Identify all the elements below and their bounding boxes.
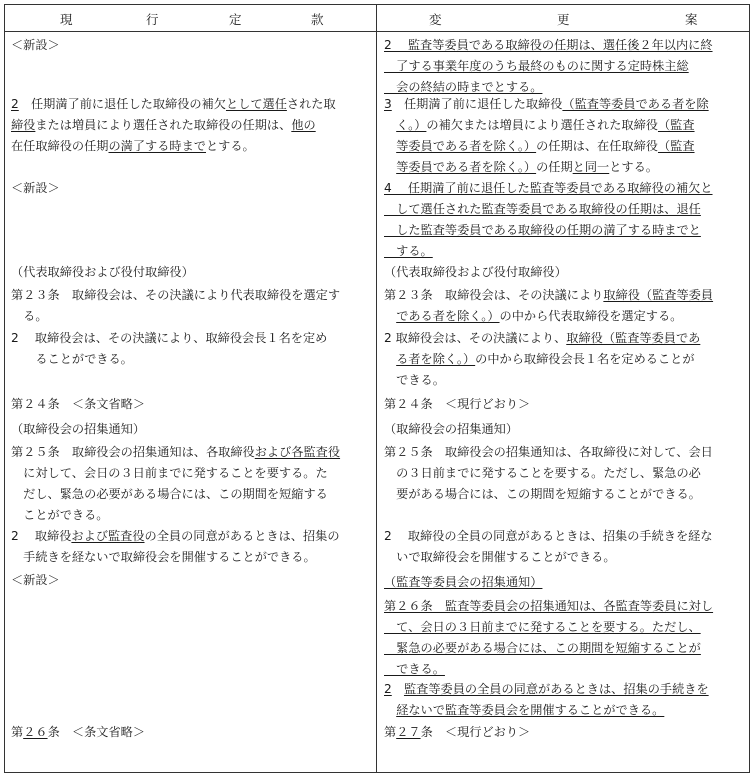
header-left-char: 現 [60,12,73,27]
text-line [11,526,340,547]
text-segment: または増員により選任された取締役の任期は、 [35,118,292,132]
left-article-22-para-2 [11,94,336,157]
underlined-text: く。） [396,118,427,132]
text-line [384,526,713,547]
text-segment: 要がある場合には、この期間を短縮することができる。 [384,487,701,501]
left-new-placeholder-2: ＜新設＞ [11,181,60,195]
text-segment: る。 [11,309,48,323]
text-line [11,463,340,484]
text-line [384,328,700,349]
underlined-text: できる。 [384,662,445,676]
text-segment: とする。 [206,139,255,153]
underlined-text: て、会日の３日前までに発することを要する。ただし、 [384,620,701,634]
right-article-22-para-3 [384,94,709,178]
text-segment [384,309,396,323]
text-line [384,442,713,463]
text-segment: ことができる。 [11,508,109,522]
text-line [384,157,709,178]
text-segment: ることができる。 [11,352,133,366]
text-line [384,56,713,77]
left-article-25-para-2 [11,526,340,568]
text-line [384,596,713,617]
text-line [384,35,713,56]
text-line [384,115,709,136]
underlined-text: る者を除く。） [396,352,476,366]
header-left-char: 行 [146,12,159,27]
underlined-text: および各監査役 [254,445,341,459]
text-line [11,94,336,115]
underlined-text: として選任 [225,97,287,111]
right-article-25-caption: （取締役会の招集通知） [384,422,519,436]
text-segment: 条 ＜条文省略＞ [47,725,146,739]
text-line [384,306,713,327]
text-line [384,679,709,700]
underlined-text: 4 任期満了前に退任した監査等委員である取締役の補欠と [384,181,713,195]
underlined-text: である者を除く。） [396,309,500,323]
text-segment: 第 [384,725,397,739]
text-segment: された取 [286,97,336,111]
text-segment: だし、緊急の必要がある場合には、この期間を短縮する [11,487,328,501]
right-article-26-caption: （監査等委員会の招集通知） [384,575,543,589]
underlined-text: 等委員である者を除く。） [396,160,537,174]
left-article-23-para-2 [11,328,327,370]
text-segment: 第２５条 取締役会の招集通知は、各取締役 [11,445,255,459]
underlined-text: 締役 [11,118,36,132]
underlined-text: 取締役（監査等委員 [603,288,714,302]
text-segment: 任期満了前に退任した取締役の補欠 [18,97,226,111]
text-segment: 条 ＜現行どおり＞ [420,725,531,739]
left-article-23-caption: （代表取締役および役付取締役） [11,265,194,279]
underlined-text: と同一 [572,160,610,174]
text-segment: 任期満了前に退任した取締役 [391,97,563,111]
right-article-23-caption: （代表取締役および役付取締役） [384,265,567,279]
text-segment: 第２３条 取締役会は、その決議により代表取締役を選定す [11,288,341,302]
text-line [11,547,340,568]
text-segment: の任期は、在任取締役 [536,139,658,153]
underlined-text: （監査 [657,139,695,153]
underlined-text: 2 [384,682,392,696]
underlined-text: 了する事業年度のうち最終のものに関する定時株主総 [384,59,689,73]
right-article-23-para-2 [384,328,700,391]
text-segment: 第 [11,725,24,739]
right-new-article-para-2 [384,35,713,98]
text-line [11,115,336,136]
text-line [11,306,340,327]
header-right-char: 案 [685,12,698,27]
underlined-text: 2 監査等委員である取締役の任期は、選任後２年以内に終 [384,38,713,52]
text-line [384,617,713,638]
text-line [11,505,340,526]
text-segment: 2 取締役会は、その決議により、 [384,331,567,345]
text-line [384,547,713,568]
text-line [11,136,336,157]
underlined-text: する。 [384,244,433,258]
header-right-char: 更 [557,12,570,27]
right-article-23 [384,285,713,327]
underlined-text: 経ないで監査等委員会を開催することができる。 [396,703,665,717]
text-segment: の中から代表取締役を選定する。 [499,309,683,323]
text-line [384,241,713,262]
left-article-25-caption: （取締役会の招集通知） [11,422,146,436]
header-proposed-amendments [377,10,750,28]
left-article-23 [11,285,340,327]
text-line [384,463,713,484]
text-line [11,285,340,306]
right-article-27 [384,722,530,743]
underlined-text: の満了する時まで [108,139,206,153]
text-line [11,484,340,505]
text-line [384,349,700,370]
underlined-text: 監査等委員の全員の同意があるときは、招集の手続きを [403,682,709,696]
underlined-text: して選任された監査等委員である取締役の任期は、退任 [384,202,701,216]
text-segment [384,118,396,132]
underlined-text: および監査役 [71,529,145,543]
text-line [384,136,709,157]
header-current-articles [4,10,376,28]
text-segment [384,139,396,153]
text-segment: の任期 [536,160,573,174]
text-segment: 2 取締役会は、その決議により、取締役会長１名を定め [11,331,328,345]
underlined-text: 取締役（監査等委員であ [566,331,701,345]
text-segment: の３日前までに発することを要する。ただし、緊急の必 [384,466,701,480]
column-divider [376,4,377,773]
text-segment [384,160,396,174]
text-segment: の補欠または増員により選任された取締役 [426,118,658,132]
text-segment: 手続きを経ないで取締役会を開催することができる。 [11,550,316,564]
underlined-text: した監査等委員である取締役の任期の満了する時までと [384,223,701,237]
text-segment: とする。 [609,160,658,174]
text-line [11,722,145,743]
text-segment: 第２５条 取締役会の招集通知は、各取締役に対して、会日 [384,445,713,459]
text-segment: 第２３条 取締役会は、その決議により [384,288,604,302]
text-segment [384,352,396,366]
header-left-char: 定 [229,12,242,27]
text-segment: の全員の同意があるときは、招集の [144,529,340,543]
text-segment: の中から取締役会長１名を定めることが [475,352,695,366]
text-line [384,370,700,391]
underlined-text: （監査等委員である者を除 [562,97,709,111]
right-new-article-para-4 [384,178,713,262]
left-new-placeholder-1: ＜新設＞ [11,38,60,52]
text-line [11,442,340,463]
text-segment [384,703,396,717]
underlined-text: ２７ [396,725,421,739]
underlined-text: （監査 [657,118,695,132]
underlined-text: 2 [11,97,19,111]
text-line [384,700,709,721]
right-article-24: 第２４条 ＜現行どおり＞ [384,397,531,411]
underlined-text: 3 [384,97,392,111]
header-divider [4,31,750,32]
text-line [384,94,709,115]
text-line [384,638,713,659]
text-segment: 在任取締役の任期 [11,139,109,153]
right-article-26-para-2 [384,679,709,721]
text-line [384,722,530,743]
left-article-25 [11,442,340,526]
text-line [11,328,327,349]
left-new-placeholder-3: ＜新設＞ [11,573,60,587]
text-segment [392,682,404,696]
right-article-25 [384,442,713,505]
right-article-26 [384,596,713,680]
left-article-24: 第２４条 ＜条文省略＞ [11,397,146,411]
text-segment: できる。 [384,373,445,387]
left-article-26 [11,722,145,743]
text-segment: いで取締役会を開催することができる。 [384,550,616,564]
underlined-text: 他の [291,118,316,132]
text-line [384,178,713,199]
text-line [384,220,713,241]
header-left-char: 款 [311,12,324,27]
text-line [384,285,713,306]
underlined-text: 会の終結の時までとする。 [384,80,543,94]
header-right-char: 変 [429,12,442,27]
text-segment: に対して、会日の３日前までに発することを要する。た [11,466,328,480]
underlined-text: ２６ [23,725,48,739]
text-segment: 2 取締役 [11,529,72,543]
underlined-text: 第２６条 監査等委員会の招集通知は、各監査等委員に対し [384,599,714,613]
text-line [384,484,713,505]
right-article-25-para-2 [384,526,713,568]
text-segment: 2 取締役の全員の同意があるときは、招集の手続きを経な [384,529,713,543]
text-line [384,199,713,220]
text-line [384,659,713,680]
underlined-text: 緊急の必要がある場合には、この期間を短縮することが [384,641,701,655]
underlined-text: 等委員である者を除く。） [396,139,537,153]
text-line [11,349,327,370]
